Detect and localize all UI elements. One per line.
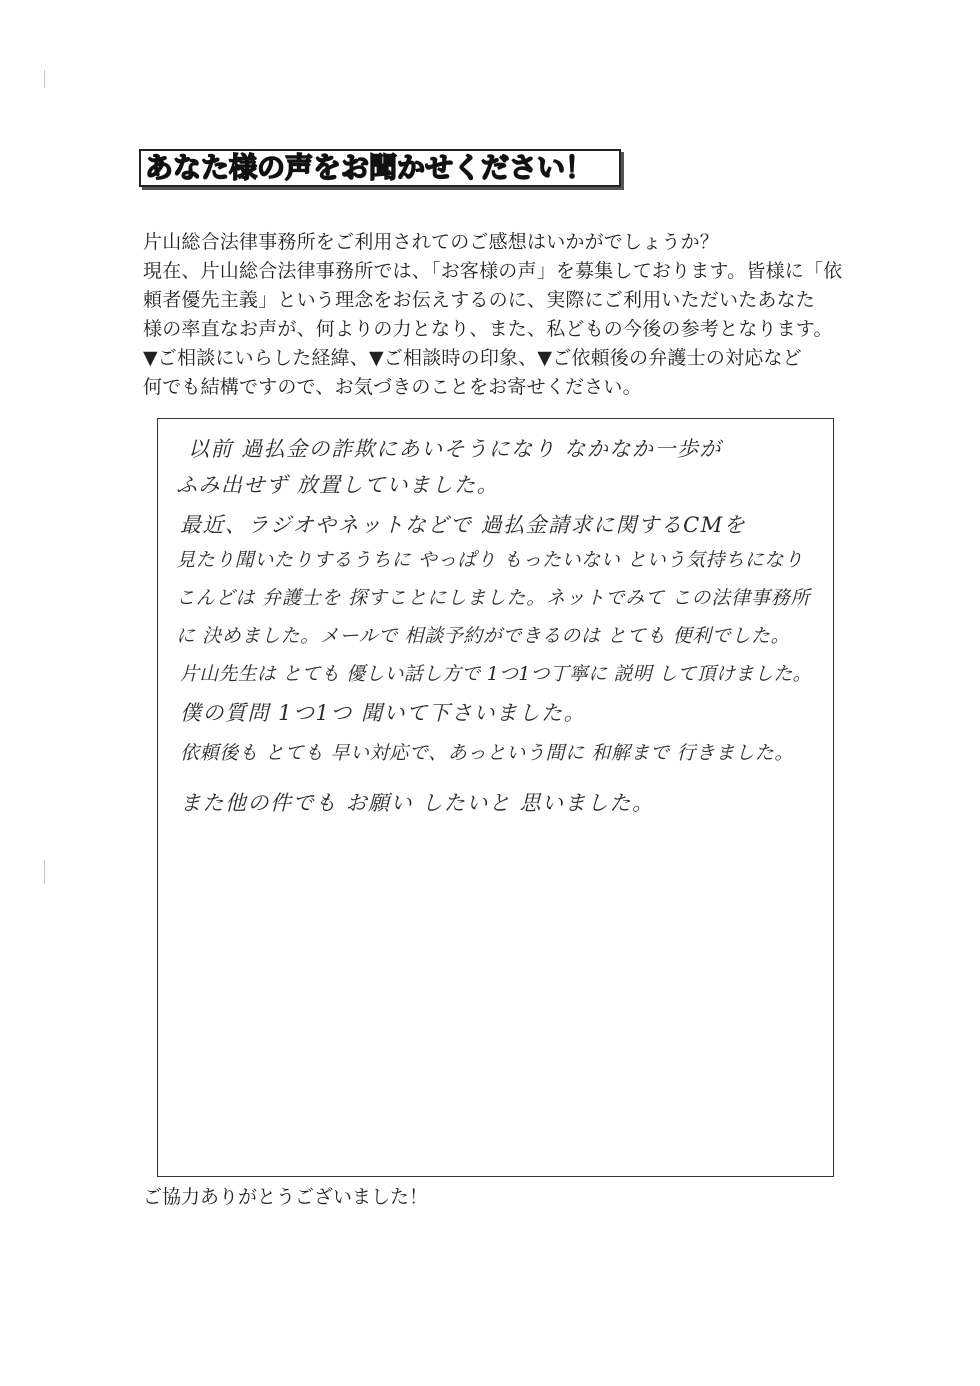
handwritten-line: また他の件でも お願い したいと 思いました。 <box>180 791 655 815</box>
intro-line: ▼ご相談にいらした経緯、▼ご相談時の印象、▼ご依頼後の弁護士の対応など <box>143 347 802 369</box>
intro-line: 現在、片山総合法律事務所では、「お客様の声」を募集しております。皆様に「依 <box>143 260 843 282</box>
intro-line: 頼者優先主義」という理念をお伝えするのに、実際にご利用いただいたあなた <box>143 289 816 311</box>
page-title: あなた様の声をお聞かせください！ <box>145 151 594 184</box>
closing-message: ご協力ありがとうございました！ <box>143 1186 429 1208</box>
handwritten-line: 見たり聞いたりするうちに やっぱり もったいない という気持ちになり <box>176 549 804 571</box>
intro-line: 様の率直なお声が、何よりの力となり、また、私どもの今後の参考となります。 <box>143 318 833 340</box>
scan-mark <box>44 70 45 88</box>
handwritten-line: 依頼後も とても 早い対応で、あっという間に 和解まで 行きました。 <box>180 742 794 764</box>
intro-line: 何でも結構ですので、お気づきのことをお寄せください。 <box>143 376 642 398</box>
handwritten-line: 最近、ラジオやネットなどで 過払金請求に関するCMを <box>180 513 747 537</box>
scan-mark <box>44 860 45 884</box>
handwritten-line: に 決めました。メールで 相談予約ができるのは とても 便利でした。 <box>176 625 791 647</box>
handwritten-line: ふみ出せず 放置していました。 <box>176 473 500 497</box>
intro-line: 片山総合法律事務所をご利用されてのご感想はいかがでしょうか？ <box>143 231 720 253</box>
comment-box <box>157 418 834 1177</box>
handwritten-line: こんどは 弁護士を 探すことにしました。ネットでみて この法律事務所 <box>176 587 811 609</box>
title-box <box>139 149 621 187</box>
handwritten-line: 以前 過払金の詐欺にあいそうになり なかなか一歩が <box>188 437 722 461</box>
handwritten-line: 僕の質問 1つ1つ 聞いて下さいました。 <box>180 701 587 725</box>
handwritten-line: 片山先生は とても 優しい話し方で 1つ1つ丁寧に 説明 して頂けました。 <box>180 663 812 685</box>
intro-text <box>143 228 853 402</box>
